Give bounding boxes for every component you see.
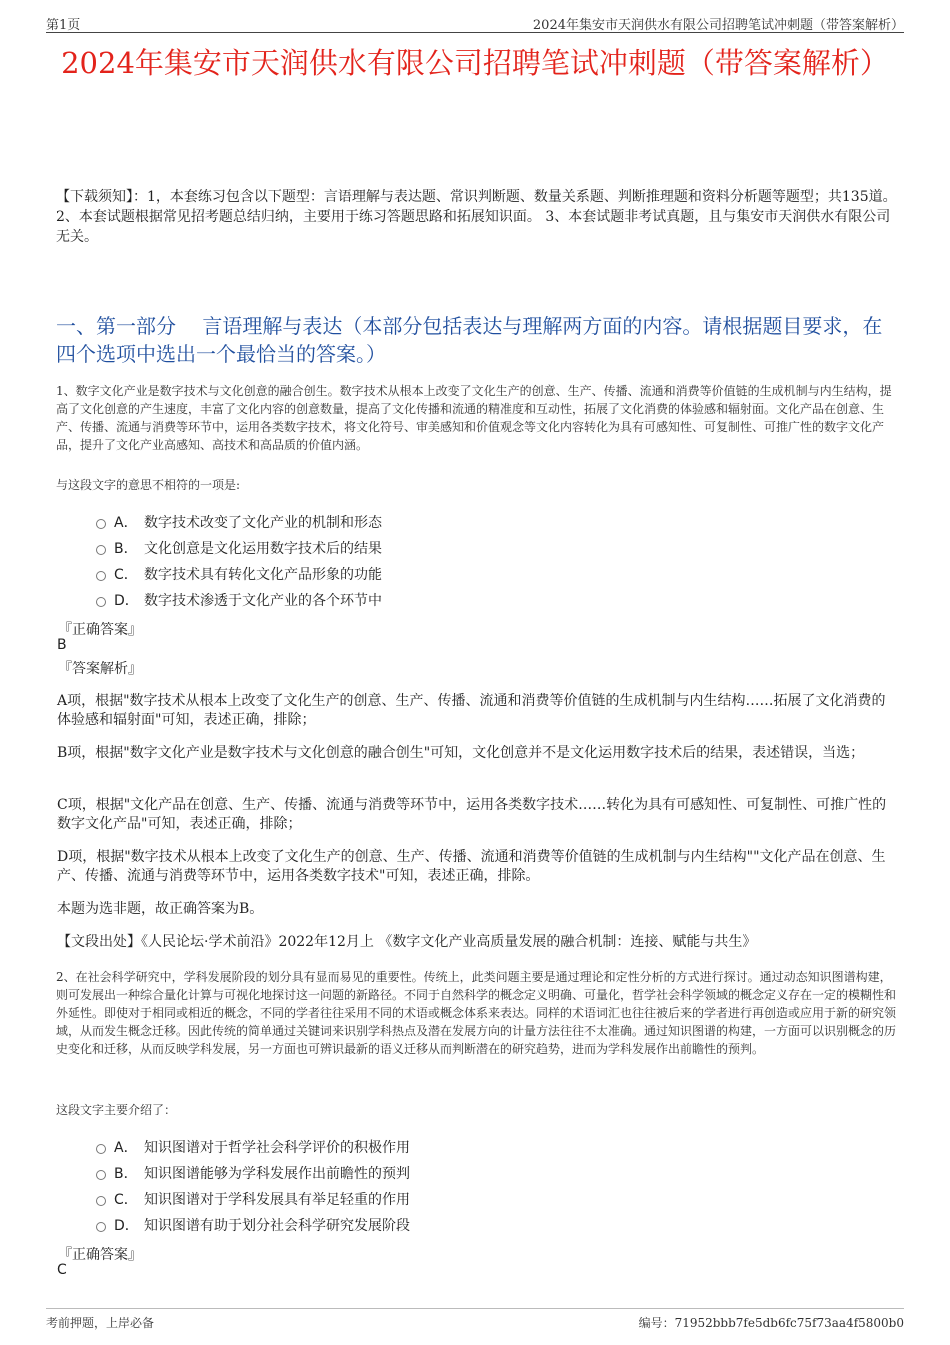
footer-slogan: 考前押题，上岸必备 — [46, 1316, 155, 1330]
question-1-prompt: 与这段文字的意思不相符的一项是: — [56, 478, 241, 492]
source-citation: 【文段出处】《人民论坛·学术前沿》2022年12月上 《数字文化产业高质量发展的融合机制：连接、赋能与共生》 — [57, 934, 757, 950]
radio-icon[interactable] — [96, 545, 106, 555]
footer-doc-id: 编号：71952bbb7fe5db6fc75f73aa4f5800b0 — [638, 1316, 904, 1330]
radio-icon[interactable] — [96, 1222, 106, 1232]
question-2-option-b[interactable]: B． 知识图谱能够为学科发展作出前瞻性的预判 — [96, 1163, 410, 1183]
radio-icon[interactable] — [96, 1196, 106, 1206]
radio-icon[interactable] — [96, 597, 106, 607]
radio-icon[interactable] — [96, 1170, 106, 1180]
radio-icon[interactable] — [96, 1144, 106, 1154]
header-doc-title: 2024年集安市天润供水有限公司招聘笔试冲刺题（带答案解析） — [532, 18, 904, 33]
question-2-prompt: 这段文字主要介绍了： — [56, 1103, 177, 1117]
question-1-option-b[interactable]: B． 文化创意是文化运用数字技术后的结果 — [96, 538, 382, 558]
question-1-option-c[interactable]: C． 数字技术具有转化文化产品形象的功能 — [96, 564, 382, 584]
radio-icon[interactable] — [96, 571, 106, 581]
question-2-text: 2、在社会科学研究中，学科发展阶段的划分具有显而易见的重要性。传统上，此类问题主要是通过理论和定性分析的方式进行探讨。通过动态知识图谱构建，则可发展出一种综合量化计算与可视化地探讨这一问题的新路径。不同于自然科学的概念定义明确、可量化，哲学社会科学领域的概念定义存在一定的模糊性和外延性。即使对于相同或相近的概念，不同的学者往往采用不同的术语或概念体系来表达。同样的术语词汇也往往被后来的学者进行再创造或应用于新的研究领域，从而发生概念迁移。因此传统的简单通过关键词来识别学科热点及潜在发展方向的计量方法往往不太准确。通过知识图谱的构建，一方面可以识别概念的历史变化和迁移，从而反映学科发展，另一方面也可辨识最新的语义迁移从而判断潜在的研究趋势，进而为学科发展作出前瞻性的预判。 — [56, 970, 897, 1056]
page-header — [46, 14, 904, 33]
analysis-label: 『答案解析』 — [58, 661, 142, 677]
page-title: 2024年集安市天润供水有限公司招聘笔试冲刺题（带答案解析） — [61, 46, 889, 80]
analysis-item-b: B项，根据"数字文化产业是数字技术与文化创意的融合创生"可知，文化创意并不是文化运用数字技术后的结果，表述错误，当选； — [57, 745, 865, 761]
question-2-option-d[interactable]: D． 知识图谱有助于划分社会科学研究发展阶段 — [96, 1215, 410, 1235]
question-1-option-a[interactable]: A． 数字技术改变了文化产业的机制和形态 — [96, 512, 382, 532]
analysis-item-a: A项，根据"数字技术从根本上改变了文化生产的创意、生产、传播、流通和消费等价值链的生成机制与内生结构……拓展了文化消费的体验感和辐射面"可知，表述正确，排除； — [57, 693, 886, 728]
question-1-option-d[interactable]: D． 数字技术渗透于文化产业的各个环节中 — [96, 590, 382, 610]
answer-label: 『正确答案』 — [58, 622, 142, 638]
answer-value: C — [57, 1262, 67, 1278]
download-notice: 【下载须知】：1，本套练习包含以下题型：言语理解与表达题、常识判断题、数量关系题、判断推理题和资料分析题等题型；共135道。 2、本套试题根据常见招考题总结归纳，主要用于练习答题思路和拓展知识面。 3、本套试题非考试真题，且与集安市天润供水有限公司无关。 — [56, 189, 897, 245]
answer-value: B — [57, 637, 67, 653]
radio-icon[interactable] — [96, 519, 106, 529]
answer-label: 『正确答案』 — [58, 1247, 142, 1263]
analysis-item-d: D项，根据"数字技术从根本上改变了文化生产的创意、生产、传播、流通和消费等价值链的生成机制与内生结构""文化产品在创意、生产、传播、流通与消费等环节中，运用各类数字技术"可知，表述正确，排除。 — [57, 849, 886, 884]
footer-divider — [46, 1308, 904, 1309]
section-heading: 一、第一部分 言语理解与表达（本部分包括表达与理解两方面的内容。请根据题目要求，在四个选项中选出一个最恰当的答案。） — [56, 314, 883, 366]
question-1-text: 1、数字文化产业是数字技术与文化创意的融合创生。数字技术从根本上改变了文化生产的创意、生产、传播、流通和消费等价值链的生成机制与内生结构，提高了文化创意的产生速度，丰富了文化内容的创意数量，提高了文化传播和流通的精准度和互动性，拓展了文化消费的体验感和辐射面。文化产品在创意、生产、传播、流通与消费等环节中，运用各类数字技术，将文化符号、审美感知和价值观念等文化内容转化为具有可感知性、可复制性、可推广性的数字文化产品，提升了文化产业高感知、高技术和高品质的价值内涵。 — [56, 384, 892, 452]
question-2-option-c[interactable]: C． 知识图谱对于学科发展具有举足轻重的作用 — [96, 1189, 410, 1209]
question-2-option-a[interactable]: A． 知识图谱对于哲学社会科学评价的积极作用 — [96, 1137, 410, 1157]
page-number: 第1页 — [46, 18, 81, 33]
analysis-item-c: C项，根据"文化产品在创意、生产、传播、流通与消费等环节中，运用各类数字技术……转化为具有可感知性、可复制性、可推广性的数字文化产品"可知，表述正确，排除； — [57, 797, 887, 832]
analysis-conclusion: 本题为选非题，故正确答案为B。 — [57, 901, 264, 917]
